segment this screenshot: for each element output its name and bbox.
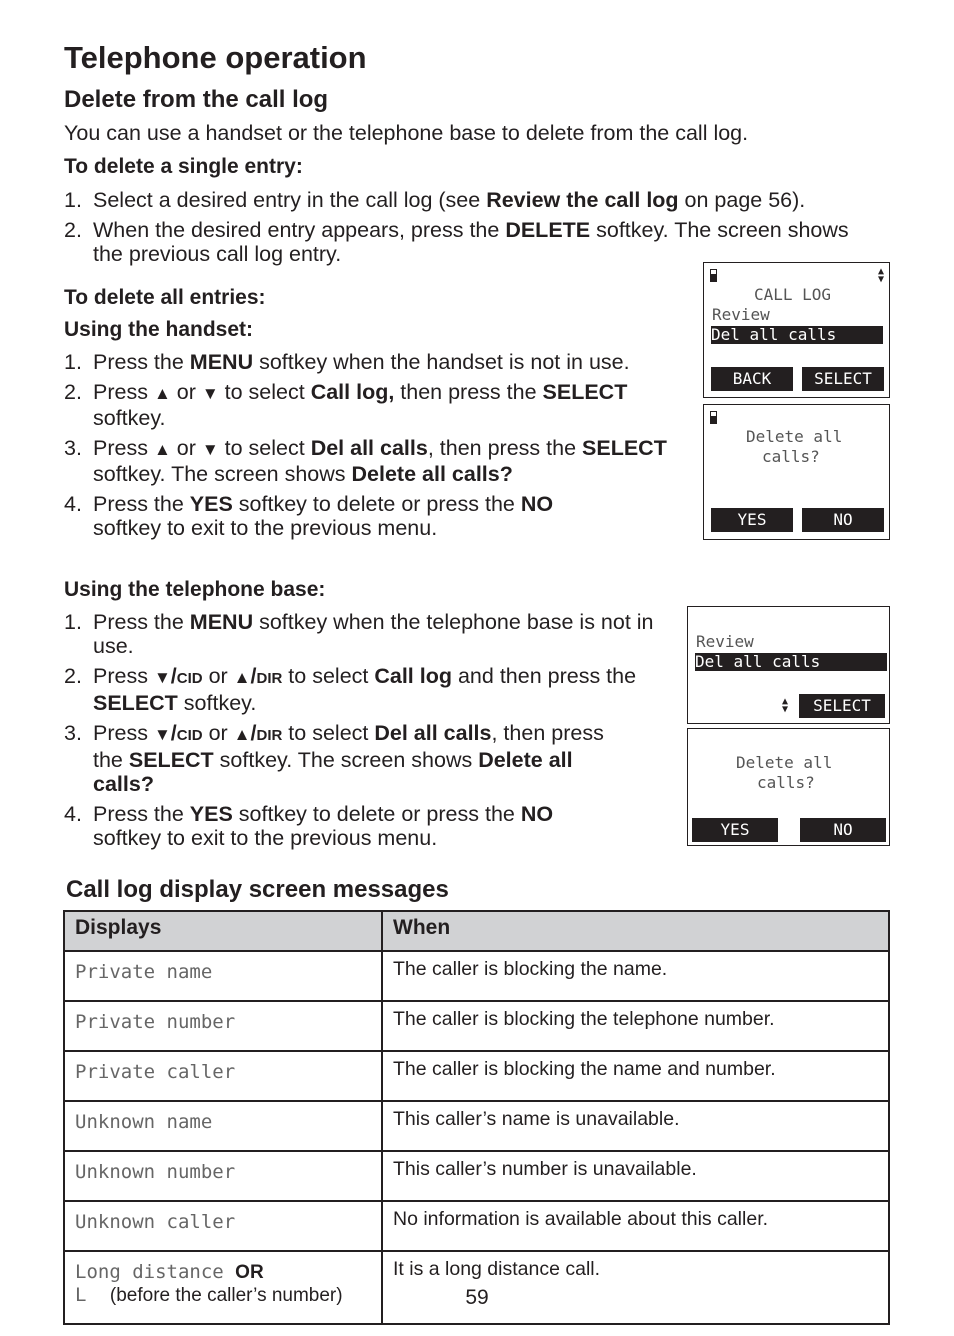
battery-icon [710, 411, 717, 424]
handset-steps [64, 350, 674, 546]
section-delete [64, 86, 328, 114]
page-title: Telephone operation [64, 40, 367, 75]
screen-menu-item-selected: Del all calls [695, 653, 887, 671]
softkey-no: NO [800, 818, 886, 842]
softkey-yes: YES [711, 508, 793, 532]
base-heading: Using the telephone base: [64, 578, 326, 601]
screen-menu-item: Review [712, 305, 770, 324]
up-arrow-icon: ▲ [153, 384, 171, 403]
list-item: 2. Press ▲ or ▼ to select Call log, then press the SELECT softkey. [64, 380, 628, 430]
screen-message: calls? [757, 773, 815, 792]
base-screen-confirm [687, 728, 890, 846]
screen-menu-item-selected: Del all calls [711, 326, 883, 344]
table-row: Private number The caller is blocking the telephone number. [64, 1001, 889, 1051]
base-steps [64, 610, 679, 856]
list-item: 3. Press ▼/CID or ▲/DIR to select Del all calls, then press the SELECT softkey. The screen shows Delete all calls? [64, 721, 604, 796]
table-row: Private caller The caller is blocking the name and number. [64, 1051, 889, 1101]
softkey-no: NO [802, 508, 884, 532]
single-entry-steps [64, 188, 894, 272]
up-arrow-icon: ▲ [233, 668, 251, 687]
column-header-displays: Displays [64, 911, 382, 951]
list-item: 1. Press the MENU softkey when the telephone base is not in use. [64, 610, 654, 658]
screen-title: CALL LOG [754, 285, 832, 304]
up-down-nav-icon: ▲ ▼ [782, 696, 789, 715]
softkey-select: SELECT [802, 367, 884, 391]
down-arrow-icon: ▼ [153, 668, 171, 687]
table-row: Unknown number This caller’s number is unavailable. [64, 1151, 889, 1201]
table-header-row [64, 911, 889, 951]
softkey-back: BACK [711, 367, 793, 391]
base-screen-review [687, 606, 890, 724]
list-item: 2. When the desired entry appears, press the DELETE softkey. The screen shows the previous call log entry. [64, 218, 849, 266]
intro-text: You can use a handset or the telephone base to delete from the call log. [64, 121, 749, 145]
screen-message: Delete all [746, 427, 843, 446]
all-entries-heading: To delete all entries: [64, 286, 266, 309]
up-down-nav-icon: ▲ ▼ [877, 266, 884, 285]
column-header-when: When [382, 911, 889, 951]
page-number: 59 [465, 1286, 489, 1309]
up-arrow-icon: ▲ [153, 440, 171, 459]
battery-icon [710, 269, 717, 282]
table-row: Private name The caller is blocking the name. [64, 951, 889, 1001]
table-row: Long distance OR L (before the caller’s number) It is a long distance call. [64, 1251, 889, 1324]
softkey-select: SELECT [799, 694, 885, 718]
single-entry-heading: To delete a single entry: [64, 155, 303, 178]
table-row: Unknown name This caller’s name is unavailable. [64, 1101, 889, 1151]
handset-screen-confirm [703, 404, 890, 540]
list-item: 2. Press ▼/CID or ▲/DIR to select Call log and then press the SELECT softkey. [64, 664, 637, 715]
list-item: 4. Press the YES softkey to delete or press the NO softkey to exit to the previous menu. [64, 492, 554, 540]
up-arrow-icon: ▲ [233, 725, 251, 744]
handset-screen-call-log [703, 262, 890, 398]
down-arrow-icon: ▼ [201, 440, 219, 459]
screen-message: calls? [762, 447, 820, 466]
softkey-yes: YES [692, 818, 778, 842]
list-item: 1. Press the MENU softkey when the handset is not in use. [64, 350, 630, 374]
messages-heading: Call log display screen messages [66, 876, 449, 903]
down-arrow-icon: ▼ [201, 384, 219, 403]
table-row: Unknown caller No information is available about this caller. [64, 1201, 889, 1251]
screen-menu-item: Review [696, 632, 754, 651]
list-item: 1. Select a desired entry in the call log (see Review the call log on page 56). [64, 188, 806, 212]
down-arrow-icon: ▼ [153, 725, 171, 744]
screen-message: Delete all [736, 753, 833, 772]
section-heading: Delete from the call log [64, 86, 329, 113]
handset-heading: Using the handset: [64, 318, 254, 341]
list-item: 3. Press ▲ or ▼ to select Del all calls, then press the SELECT softkey. The screen shows Delete all calls? [64, 436, 667, 486]
list-item: 4. Press the YES softkey to delete or press the NO softkey to exit to the previous menu. [64, 802, 554, 850]
messages-table [63, 910, 890, 1325]
